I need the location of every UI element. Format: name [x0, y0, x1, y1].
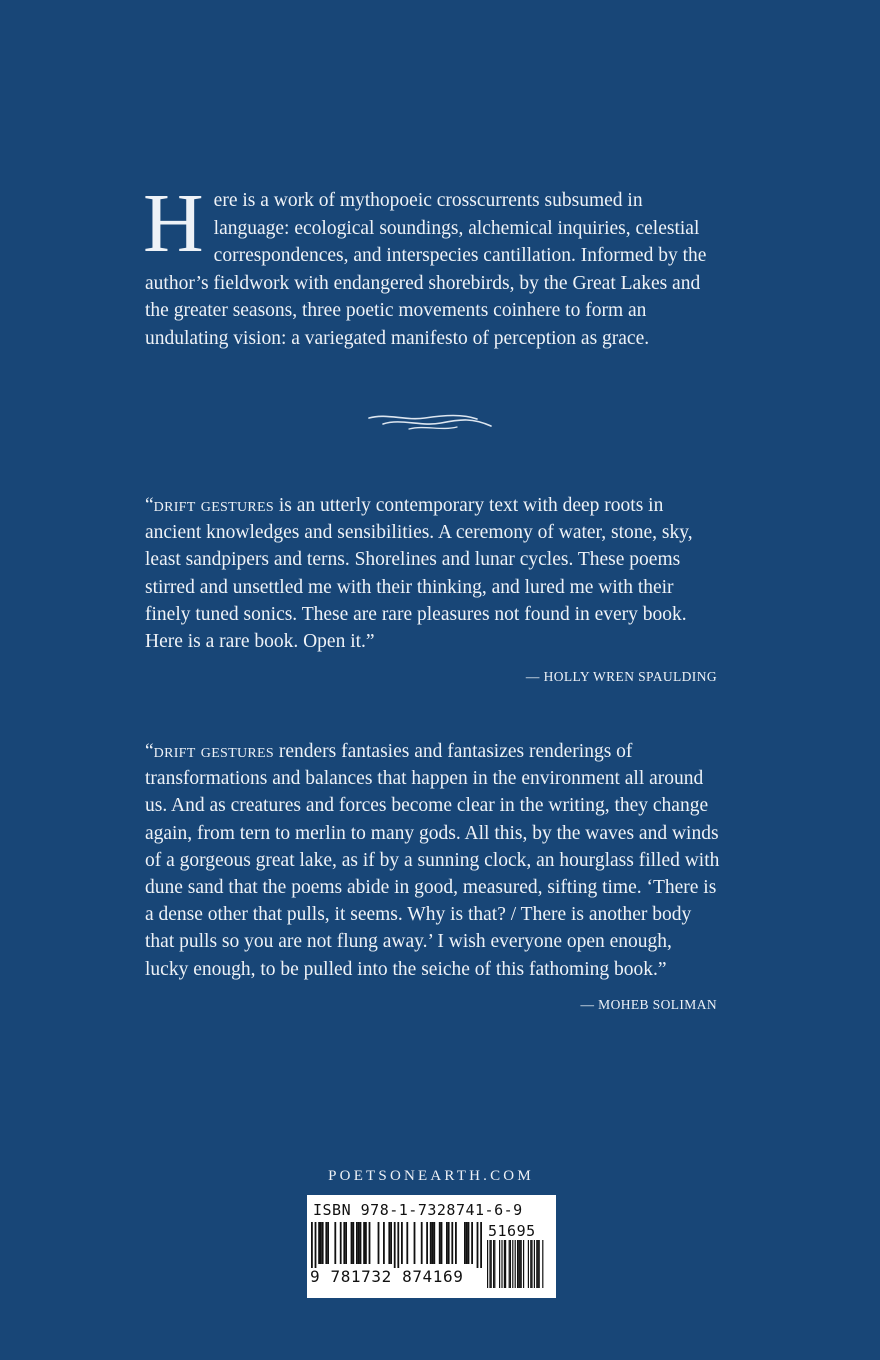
barcode-bar — [519, 1240, 520, 1288]
barcode-bar — [493, 1240, 494, 1288]
barcode-bar — [523, 1240, 524, 1288]
barcode-bar — [521, 1240, 522, 1288]
barcode-bar — [356, 1222, 358, 1264]
barcode-bar — [439, 1222, 441, 1264]
book-title: drift gestures — [153, 495, 274, 516]
barcode-bar — [504, 1240, 505, 1288]
barcode-bar — [468, 1222, 470, 1264]
barcode-bar — [397, 1222, 399, 1268]
quote-open-mark: “ — [145, 741, 154, 762]
barcode-bar — [451, 1222, 453, 1264]
isbn-barcode — [307, 1195, 556, 1298]
barcode-bar — [388, 1222, 390, 1264]
intro-text: ere is a work of mythopoeic crosscurrents subsumed in language: ecological soundings, alchemical inquiries, celestial correspondences, and interspecies cantillation. Informed by the author’s fieldwork with endangered shorebirds, by the Great Lakes and the greater seasons, three poetic movements coinhere to form an undulating vision: a variegated manifesto of perception as grace. — [145, 190, 707, 349]
barcode-bar — [322, 1222, 324, 1264]
barcode-bar — [401, 1222, 403, 1264]
barcode-bar — [378, 1222, 380, 1264]
quote-text — [145, 492, 720, 655]
isbn-label: ISBN 978-1-7328741-6-9 — [313, 1201, 523, 1219]
quote-attribution: — MOHEB SOLIMAN — [580, 996, 717, 1012]
barcode-bar — [327, 1222, 329, 1264]
barcode-bar — [491, 1240, 492, 1288]
barcode-bar — [517, 1240, 518, 1288]
barcode-bar — [471, 1222, 473, 1264]
barcode-bar — [390, 1222, 392, 1264]
barcode-bar — [365, 1222, 367, 1264]
barcode-bar — [369, 1222, 371, 1264]
barcode-bar — [536, 1240, 537, 1288]
wave-flourish-icon — [365, 410, 495, 434]
barcode-bar — [360, 1222, 362, 1264]
barcode-bar — [466, 1222, 468, 1264]
barcode-bar — [448, 1222, 450, 1264]
barcode-bar — [531, 1240, 532, 1288]
barcode-bar — [414, 1222, 416, 1264]
barcode-bar — [430, 1222, 432, 1264]
blurb-quote-2 — [145, 738, 720, 1018]
barcode-bar — [518, 1240, 519, 1288]
barcode-bar — [515, 1240, 516, 1288]
quote-text — [145, 738, 720, 983]
barcode-bar — [358, 1222, 360, 1264]
ean-digits: 9 781732 874169 — [310, 1267, 464, 1286]
intro-blurb — [143, 177, 715, 353]
barcode-bar — [464, 1222, 466, 1264]
barcode-bar — [494, 1240, 495, 1288]
quote-body: is an utterly contemporary text with deep roots in ancient knowledges and sensibilities. A ceremony of water, stone, sky, least sandpipers and terns. Shorelines and lunar cycles. These poems stirred and unsettled me with their thinking, and lured me with their finely tuned sonics. These are rare pleasures not found in every book. Here is a rare book. Open it.” — [145, 495, 693, 653]
barcode-bar — [455, 1222, 457, 1264]
barcode-bar — [394, 1222, 396, 1268]
barcode-bar — [530, 1240, 531, 1288]
quote-attribution: — HOLLY WREN SPAULDING — [525, 669, 717, 685]
barcode-bar — [477, 1222, 479, 1268]
barcode-bar — [343, 1222, 345, 1264]
barcode-bar — [499, 1240, 500, 1288]
barcode-bar — [433, 1222, 435, 1264]
barcode-bar — [446, 1222, 448, 1264]
barcode-bar — [539, 1240, 540, 1288]
barcode-bar — [383, 1222, 385, 1264]
barcode-bar — [421, 1222, 423, 1264]
publisher-website[interactable]: POETSONEARTH.COM — [328, 1168, 534, 1184]
barcode-bar — [501, 1240, 502, 1288]
book-title: drift gestures — [153, 741, 274, 762]
barcode-bar — [534, 1240, 535, 1288]
barcode-bar — [537, 1240, 538, 1288]
barcode-bar — [318, 1222, 320, 1264]
barcode-bar — [542, 1240, 543, 1288]
barcode-bar — [528, 1240, 529, 1288]
barcode-bar — [510, 1240, 511, 1288]
drop-cap: H — [143, 177, 204, 270]
barcode-bar — [325, 1222, 327, 1264]
blurb-quote-1 — [145, 492, 720, 690]
addon-bars — [487, 1240, 551, 1290]
barcode-bar — [363, 1222, 365, 1264]
barcode-bar — [489, 1240, 490, 1288]
barcode-bar — [334, 1222, 336, 1264]
barcode-bar — [487, 1240, 488, 1288]
barcode-bar — [509, 1240, 510, 1288]
quote-open-mark: “ — [145, 495, 154, 516]
barcode-bar — [352, 1222, 354, 1264]
barcode-bar — [315, 1222, 317, 1268]
barcode-bar — [432, 1222, 434, 1264]
barcode-bar — [311, 1222, 313, 1268]
barcode-bar — [480, 1222, 482, 1268]
barcode-bar — [340, 1222, 342, 1264]
quote-body: renders fantasies and fantasizes renderings of transformations and balances that happen in the environment all around us. And as creatures and forces become clear in the writing, they change again, from tern to merlin to many gods. All this, by the waves and winds of a gorgeous great lake, as if by a sunning clock, an hourglass filled with dune sand that the poems abide in good, measured, sifting time. ‘There is a dense other that pulls, it seems. Why is that? / There is another body that pulls so you are not flung away.’ I wish everyone open enough, lucky enough, to be pulled into the seiche of this fathoming book.” — [145, 741, 720, 980]
addon-digits: 51695 — [488, 1222, 536, 1240]
barcode-bar — [426, 1222, 428, 1264]
barcode-bar — [512, 1240, 513, 1288]
ean13-bars — [311, 1222, 483, 1268]
barcode-bar — [345, 1222, 347, 1264]
barcode-bar — [441, 1222, 443, 1264]
barcode-bar — [351, 1222, 353, 1264]
barcode-bar — [406, 1222, 408, 1264]
barcode-bar — [320, 1222, 322, 1264]
barcode-bar — [505, 1240, 506, 1288]
